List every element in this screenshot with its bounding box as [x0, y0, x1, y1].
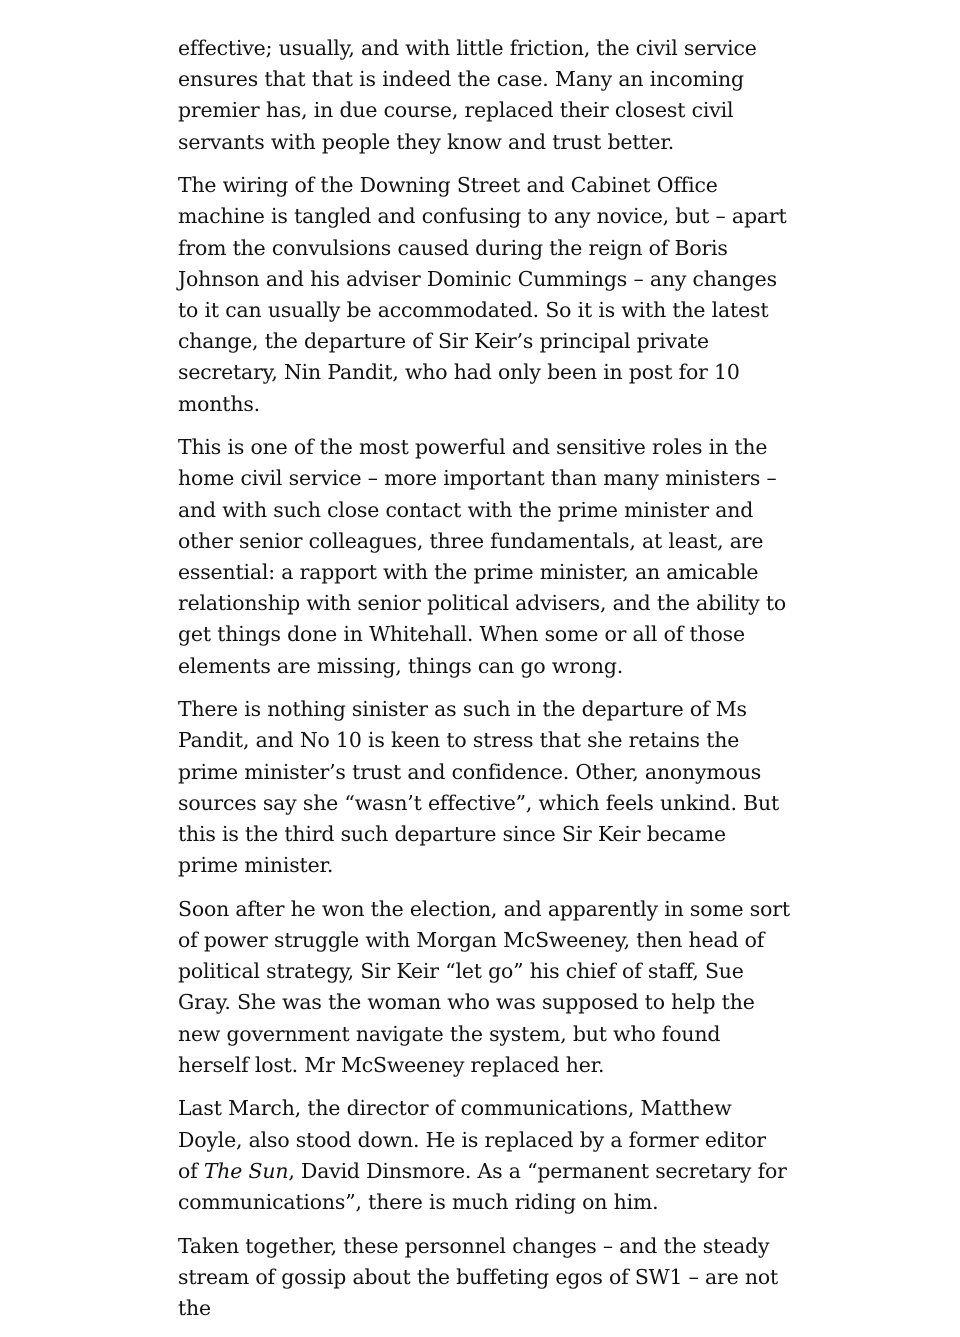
paragraph-6-text-before: Last March, the director of communications, Matthew Doyle, also stood down. He is replaced by a former editor of — [178, 1096, 766, 1183]
article-paragraph-5: Soon after he won the election, and apparently in some sort of power struggle with Morgan McSweeney, then head of political strategy, Sir Keir “let go” his chief of staff, Sue Gray. She was the woman who was supposed to help the new government navigate the system, but who found herself lost. Mr McSweeney replaced her. — [178, 896, 790, 1077]
publication-title-the-sun: The Sun — [203, 1158, 289, 1183]
article-paragraph-2: The wiring of the Downing Street and Cabinet Office machine is tangled and confusing to any novice, but – apart from the convulsions caused during the reign of Boris Johnson and his adviser Dominic Cummings – any changes to it can usually be accommodated. So it is with the latest change, the departure of Sir Keir’s principal private secretary, Nin Pandit, who had only been in post for 10 months. — [178, 173, 787, 416]
paragraph-6-text-after: , David Dinsmore. As a “permanent secretary for communications”, there is much riding on him. — [178, 1158, 787, 1215]
article-paragraph-3: This is one of the most powerful and sensitive roles in the home civil service – more important than many ministers – and with such close contact with the prime minister and other senior colleagues, three fundamentals, at least, are essential: a rapport with the prime minister, an amicable relationship with senior political advisers, and the ability to get things done in Whitehall. When some or all of those elements are missing, things can go wrong. — [178, 435, 787, 678]
article-paragraph-6 — [178, 1093, 790, 1218]
article-body — [178, 33, 790, 1337]
article-paragraph-4: There is nothing sinister as such in the departure of Ms Pandit, and No 10 is keen to stress that she retains the prime minister’s trust and confidence. Other, anonymous sources say she “wasn’t effective”, which feels unkind. But this is the third such departure since Sir Keir became prime minister. — [178, 697, 779, 878]
article-paragraph-7: Taken together, these personnel changes – and the steady stream of gossip about the buffeting egos of SW1 – are not the — [178, 1233, 779, 1321]
article-paragraph-1: effective; usually, and with little friction, the civil service ensures that that is indeed the case. Many an incoming premier has, in due course, replaced their closest civil servants with people they know and trust better. — [178, 36, 757, 154]
